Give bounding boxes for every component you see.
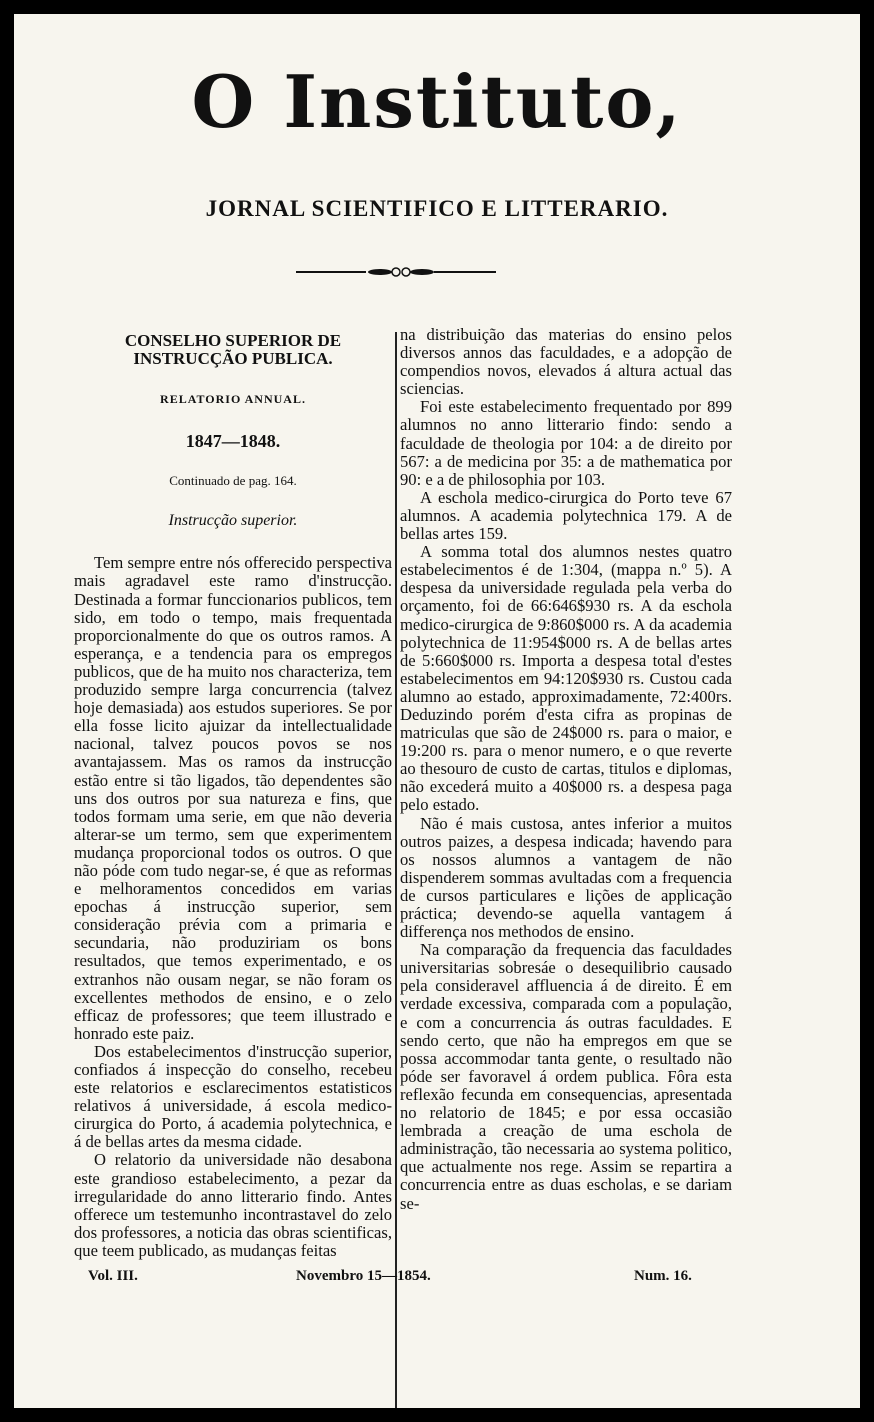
section-title: CONSELHO SUPERIOR DE INSTRUCÇÃO PUBLICA. [124,331,342,368]
footer-volume: Vol. III. [88,1268,138,1284]
right-paragraph-5: Não é mais custosa, antes inferior a muitos outros paizes, a despesa indicada; havendo para os nossos alumnos a vantagem de não dispenderem sommas avultadas com a frequencia de cursos particulares e lições de applicação práctica; devendo-se aquella vantagem á differença nos methodos de ensino. [400,813,732,942]
right-paragraph-6: Na comparação da frequencia das faculdades universitarias sobresáe o desequilibrio causado pela consideravel affluencia á de direito. É em verdade excessiva, comparada com a população, e com a concurrencia ás outras faculdades. E sendo certo, que não ha empregos em que se possa accommodar tanta gente, o resultado não póde ser favoravel á ordem publica. Fôra esta reflexão fecunda em consequencias, apresentada no relatorio de 1845; e por essa occasião lembrada a creação de uma eschola de administração, tão necessaria ao systema politico, que actualmente nos rege. Assim se repartira a concurrencia entre as duas escholas, e se dariam se- [400,940,732,1213]
right-column [400,326,732,1213]
left-paragraph-3: O relatorio da universidade não desabona este grandioso estabelecimento, a pezar da irregularidade do anno litterario findo. Antes offerece um testemunho incontrastavel do zelo dos professores, a noticia das obras scientificas, que teem publicado, as mudanças feitas [74,1150,392,1260]
right-paragraph-4: A somma total dos alumnos nestes quatro estabelecimentos é de 1:304, (mappa n.º 5). A despesa da universidade regulada pela verba do orçamento, foi de 66:646$930 rs. A da eschola medico-cirurgica de 9:860$000 rs. A da academia polytechnica de 11:954$000 rs. A de bellas artes de 5:660$000 rs. Importa a despesa total d'estes estabelecimentos em 94:120$930 rs. Custou cada alumno ao estado, approximadamente, 72:400rs. Deduzindo porém d'esta cifra as propinas de matriculas que são de 24$000 rs. para o maior, e 19:200 rs. para o menor numero, e o que reverte ao thesouro de custo de cartas, titulos e diplomas, não excederá muito a 40$000 rs. a despesa paga pelo estado. [400,542,732,815]
report-years: 1847—1848. [185,431,281,452]
left-column [74,326,392,1260]
right-paragraph-2: Foi este estabelecimento frequentado por 899 alumnos no anno litterario findo: sendo a faculdade de theologia por 104: a de direito por 567: a de medicina por 35: a de mathematica por 90: e a de philosophia por 103. [400,397,732,489]
subsection-heading: Instrucção superior. [168,512,298,530]
left-paragraph-2: Dos estabelecimentos d'instrucção superior, confiados á inspecção do conselho, recebeu este relatorios e esclarecimentos estatisticos relativos á universidade, á escola medico-cirurgica do Porto, á academia polytechnica, e á de bellas artes da mesma cidade. [74,1041,392,1152]
footer-number: Num. 16. [634,1268,692,1284]
footer-date: Novembro 15—1854. [296,1268,431,1284]
report-label: RELATORIO ANNUAL. [160,392,306,406]
right-paragraph-1: na distribuição das materias do ensino pelos diversos annos das faculdades, e a adopção de compendios novos, elevados á altura actual das sciencias. [400,325,732,399]
masthead-subtitle: JORNAL SCIENTIFICO E LITTERARIO. [205,196,669,221]
ornament-divider [296,262,496,282]
column-rule [395,332,397,1408]
left-paragraph-1: Tem sempre entre nós offerecido perspectiva mais agradavel este ramo d'instrucção. Destinada a formar funccionarios publicos, tem sido, em todo o tempo, mais frequentada proporcionalmente do que os outros ramos. A esperança, e a tendencia para os empregos publicos, que de ha muito nos characteriza, tem produzido sempre larga concurrencia (talvez hoje demasiada) aos estudos superiores. Se por ella fosse licito ajuizar da intellectualidade nacional, talvez poucos povos se nos avantajassem. Mas os ramos da instrucção estão entre si tão ligados, tão dependentes são uns dos outros por sua natureza e fins, que todos formam uma serie, em que não deveria alterar-se um termo, sem que experimentem mudança proporcional todos os outros. O que não póde com tudo negar-se, é que as reformas e melhoramentos concedidos em varias epochas á instrucção superior, sem consideração prévia com a primaria e secundaria, não produziriam os bons resultados, que temos experimentado, e os extranhos não ousam negar, se não foram os excellentes methodos de ensino, e o zelo efficaz de professores; que teem illustrado e honrado este paiz. [74,553,392,1043]
continued-note: Continuado de pag. 164. [169,473,297,489]
right-paragraph-3: A eschola medico-cirurgica do Porto teve 67 alumnos. A academia polytechnica 179. A de bellas artes 159. [400,487,732,544]
newspaper-page [14,14,860,1408]
masthead-title: O Instituto, [191,59,683,144]
